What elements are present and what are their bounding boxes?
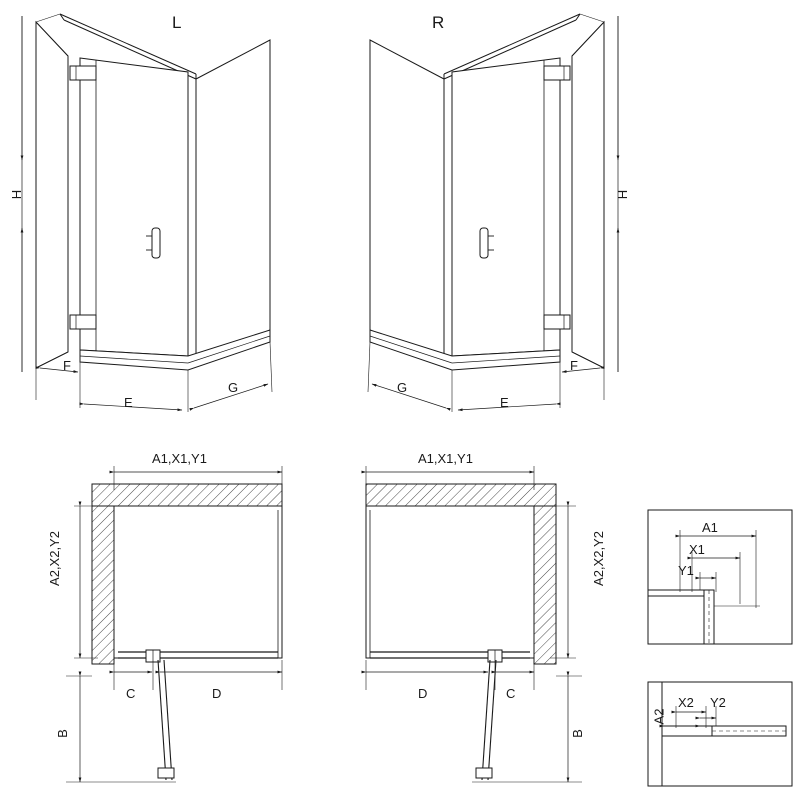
dim-e-right: E — [500, 395, 509, 410]
plan-view-right — [366, 466, 585, 782]
plan-left-side-dim: A2,X2,Y2 — [46, 531, 62, 586]
dim-g-right: G — [397, 380, 408, 395]
dim-g-left: G — [228, 380, 239, 395]
plan-left-dim-b: B — [54, 729, 70, 738]
dim-h-right: H — [615, 189, 631, 200]
dim-f-left: F — [63, 358, 71, 373]
detail-top-dim-x1: X1 — [689, 542, 705, 557]
iso-view-left — [22, 14, 272, 412]
plan-right-side-dim: A2,X2,Y2 — [590, 531, 606, 586]
plan-view-left — [66, 466, 282, 782]
detail-top-dim-y1: Y1 — [678, 563, 694, 578]
plan-right-top-dim: A1,X1,Y1 — [418, 451, 473, 466]
plan-left-top-dim: A1,X1,Y1 — [152, 451, 207, 466]
dim-h-left: H — [9, 189, 25, 200]
plan-right-dim-c: C — [506, 686, 516, 701]
plan-left-dim-c: C — [126, 686, 136, 701]
detail-bottom-dim-a2: A2 — [651, 708, 667, 725]
dim-e-left: E — [124, 395, 133, 410]
detail-top-dim-a1: A1 — [702, 520, 718, 535]
plan-left-dim-d: D — [212, 686, 222, 701]
detail-bottom-dim-y2: Y2 — [710, 695, 726, 710]
view-label-right: R — [432, 13, 445, 32]
iso-view-right — [368, 14, 618, 412]
detail-bottom-dim-x2: X2 — [678, 695, 694, 710]
plan-right-dim-d: D — [418, 686, 428, 701]
detail-view-top — [648, 510, 792, 644]
dim-f-right: F — [570, 358, 578, 373]
view-label-left: L — [172, 13, 182, 32]
plan-right-dim-b: B — [569, 729, 585, 738]
